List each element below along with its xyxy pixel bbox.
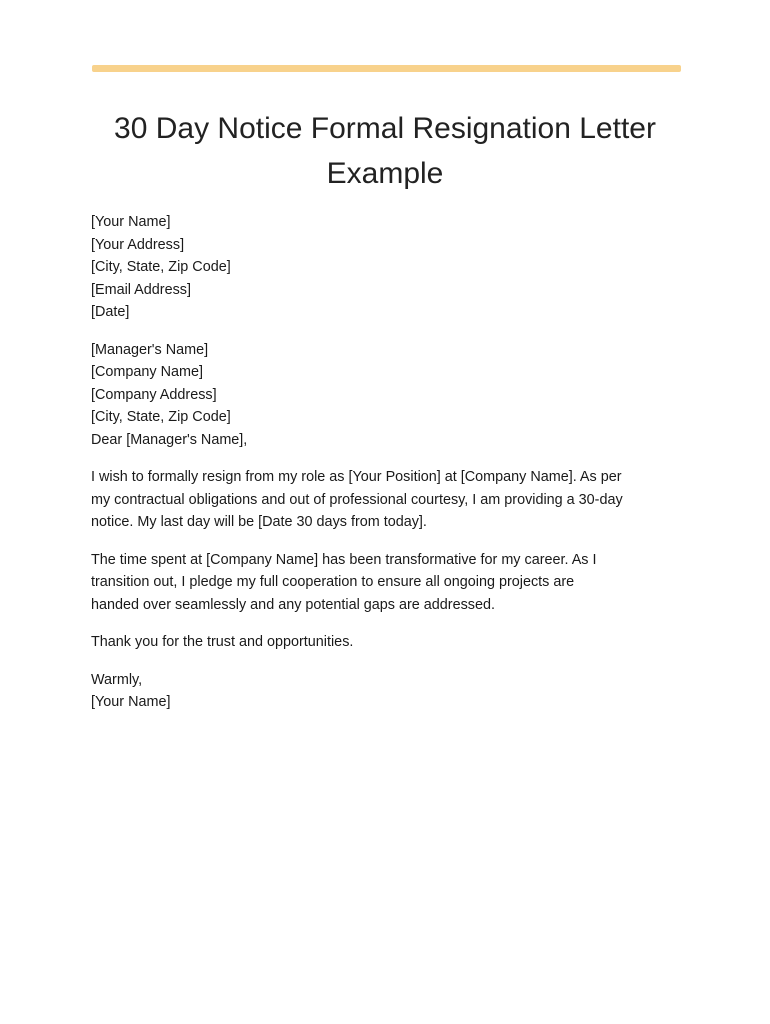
- closing-block: [91, 669, 671, 714]
- letter-body: [91, 211, 671, 714]
- recipient-block: [91, 339, 671, 452]
- paragraph-line: The time spent at [Company Name] has been transformative for my career. As I: [91, 551, 597, 568]
- paragraph-line: my contractual obligations and out of professional courtesy, I am providing a 30-day: [91, 491, 623, 508]
- recipient-company-address: [Company Address]: [91, 386, 217, 403]
- accent-top-bar: [92, 65, 681, 72]
- recipient-manager-name: [Manager's Name]: [91, 341, 209, 358]
- sender-name: [Your Name]: [91, 214, 171, 230]
- paragraph-line: transition out, I pledge my full cooperation to ensure all ongoing projects are: [91, 574, 575, 590]
- signature-name: [Your Name]: [91, 694, 171, 710]
- paragraph-thanks: [91, 631, 671, 654]
- paragraph-line: Thank you for the trust and opportunities.: [91, 634, 354, 650]
- recipient-company-name: [Company Name]: [91, 364, 203, 380]
- letter-date: [Date]: [91, 304, 130, 320]
- closing-phrase: Warmly,: [91, 671, 143, 688]
- title-line-2: Example: [326, 157, 444, 190]
- sender-city-state-zip: [City, State, Zip Code]: [91, 259, 231, 275]
- salutation: Dear [Manager's Name],: [91, 431, 248, 448]
- paragraph-line: notice. My last day will be [Date 30 days from today].: [91, 514, 427, 530]
- sender-block: [91, 211, 671, 324]
- paragraph-gratitude: [91, 549, 671, 617]
- paragraph-resignation: [91, 466, 671, 534]
- sender-address: [Your Address]: [91, 236, 185, 253]
- sender-email: [Email Address]: [91, 281, 191, 298]
- paragraph-line: handed over seamlessly and any potential gaps are addressed.: [91, 596, 495, 613]
- document-title: [80, 106, 690, 196]
- title-line-1: 30 Day Notice Formal Resignation Letter: [114, 112, 656, 145]
- recipient-city-state-zip: [City, State, Zip Code]: [91, 409, 231, 425]
- paragraph-line: I wish to formally resign from my role as [Your Position] at [Company Name]. As per: [91, 469, 622, 485]
